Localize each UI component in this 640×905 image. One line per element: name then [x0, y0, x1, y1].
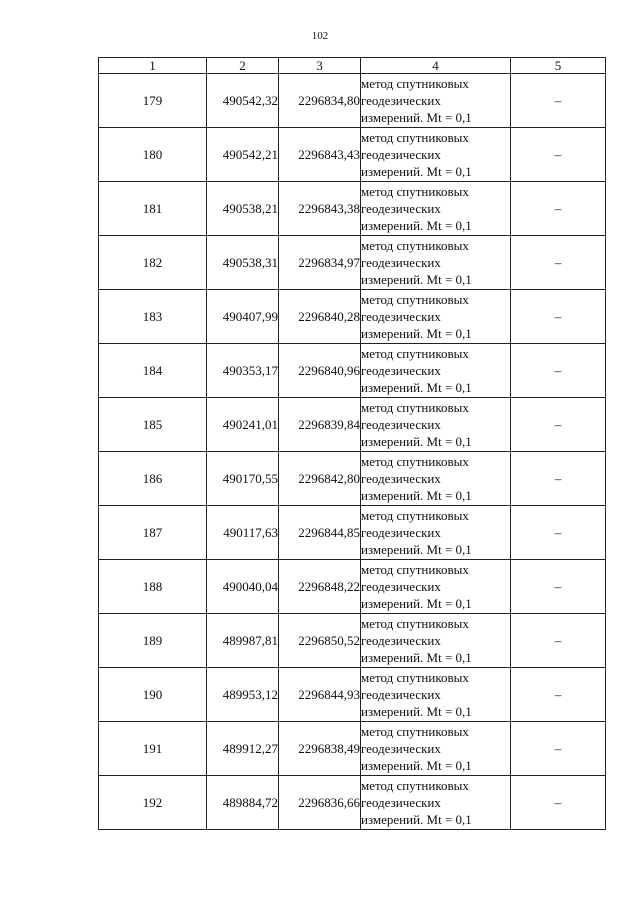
method-line-1: метод спутниковых — [361, 724, 469, 739]
method-line-2: геодезических — [361, 255, 441, 270]
method-description — [361, 290, 511, 344]
method-line-1: метод спутниковых — [361, 238, 469, 253]
coordinate-y: 2296840,96 — [279, 344, 361, 398]
method-line-2: геодезических — [361, 471, 441, 486]
method-description — [361, 236, 511, 290]
method-line-2: геодезических — [361, 525, 441, 540]
method-line-1: метод спутниковых — [361, 778, 469, 793]
table-row — [99, 182, 606, 236]
coordinate-x: 490542,32 — [207, 74, 279, 128]
coordinate-x: 490538,31 — [207, 236, 279, 290]
method-line-1: метод спутниковых — [361, 184, 469, 199]
method-line-2: геодезических — [361, 633, 441, 648]
note-value: – — [511, 182, 606, 236]
method-line-1: метод спутниковых — [361, 346, 469, 361]
table-row — [99, 74, 606, 128]
table-row — [99, 560, 606, 614]
method-line-1: метод спутниковых — [361, 508, 469, 523]
point-number: 182 — [99, 236, 207, 290]
table-row — [99, 776, 606, 830]
table-row — [99, 452, 606, 506]
point-number: 183 — [99, 290, 207, 344]
method-description — [361, 182, 511, 236]
page-number: 102 — [311, 30, 329, 42]
method-description — [361, 128, 511, 182]
point-number: 185 — [99, 398, 207, 452]
table-row — [99, 236, 606, 290]
coordinate-y: 2296838,49 — [279, 722, 361, 776]
coordinate-y: 2296842,80 — [279, 452, 361, 506]
note-value: – — [511, 560, 606, 614]
coordinate-y: 2296834,97 — [279, 236, 361, 290]
method-line-2: геодезических — [361, 147, 441, 162]
note-value: – — [511, 452, 606, 506]
coordinate-x: 490040,04 — [207, 560, 279, 614]
method-line-1: метод спутниковых — [361, 76, 469, 91]
coordinate-y: 2296843,43 — [279, 128, 361, 182]
note-value: – — [511, 74, 606, 128]
coordinate-x: 490538,21 — [207, 182, 279, 236]
method-line-3: измерений. Mt = 0,1 — [361, 488, 472, 503]
method-line-2: геодезических — [361, 795, 441, 810]
note-value: – — [511, 236, 606, 290]
table-row — [99, 614, 606, 668]
method-description — [361, 398, 511, 452]
method-line-3: измерений. Mt = 0,1 — [361, 596, 472, 611]
method-line-3: измерений. Mt = 0,1 — [361, 542, 472, 557]
coordinate-x: 490170,55 — [207, 452, 279, 506]
method-description — [361, 776, 511, 830]
method-description — [361, 668, 511, 722]
coordinate-x: 490407,99 — [207, 290, 279, 344]
coordinate-x: 490542,21 — [207, 128, 279, 182]
point-number: 179 — [99, 74, 207, 128]
note-value: – — [511, 776, 606, 830]
coordinate-x: 489912,27 — [207, 722, 279, 776]
coordinate-x: 489987,81 — [207, 614, 279, 668]
method-line-1: метод спутниковых — [361, 670, 469, 685]
method-line-2: геодезических — [361, 741, 441, 756]
method-line-1: метод спутниковых — [361, 616, 469, 631]
note-value: – — [511, 290, 606, 344]
method-line-2: геодезических — [361, 93, 441, 108]
method-description — [361, 506, 511, 560]
method-line-3: измерений. Mt = 0,1 — [361, 434, 472, 449]
table-row — [99, 722, 606, 776]
method-line-3: измерений. Mt = 0,1 — [361, 218, 472, 233]
point-number: 181 — [99, 182, 207, 236]
column-header-3: 3 — [279, 58, 361, 74]
coordinate-y: 2296840,28 — [279, 290, 361, 344]
column-header-1: 1 — [99, 58, 207, 74]
method-line-3: измерений. Mt = 0,1 — [361, 272, 472, 287]
coordinate-y: 2296844,93 — [279, 668, 361, 722]
method-line-3: измерений. Mt = 0,1 — [361, 704, 472, 719]
point-number: 191 — [99, 722, 207, 776]
method-line-3: измерений. Mt = 0,1 — [361, 758, 472, 773]
note-value: – — [511, 668, 606, 722]
method-line-1: метод спутниковых — [361, 454, 469, 469]
coordinate-x: 490353,17 — [207, 344, 279, 398]
method-line-2: геодезических — [361, 201, 441, 216]
point-number: 184 — [99, 344, 207, 398]
coordinate-x: 490117,63 — [207, 506, 279, 560]
point-number: 187 — [99, 506, 207, 560]
coordinate-x: 489953,12 — [207, 668, 279, 722]
coordinate-x: 489884,72 — [207, 776, 279, 830]
method-line-2: геодезических — [361, 579, 441, 594]
point-number: 180 — [99, 128, 207, 182]
coordinates-table — [98, 57, 606, 830]
table-row — [99, 668, 606, 722]
method-line-3: измерений. Mt = 0,1 — [361, 650, 472, 665]
coordinate-y: 2296836,66 — [279, 776, 361, 830]
table-row — [99, 398, 606, 452]
method-description — [361, 560, 511, 614]
note-value: – — [511, 614, 606, 668]
method-line-3: измерений. Mt = 0,1 — [361, 164, 472, 179]
coordinate-y: 2296834,80 — [279, 74, 361, 128]
method-line-1: метод спутниковых — [361, 562, 469, 577]
coordinate-y: 2296843,38 — [279, 182, 361, 236]
point-number: 190 — [99, 668, 207, 722]
coordinate-x: 490241,01 — [207, 398, 279, 452]
point-number: 188 — [99, 560, 207, 614]
method-line-3: измерений. Mt = 0,1 — [361, 380, 472, 395]
point-number: 192 — [99, 776, 207, 830]
method-line-2: геодезических — [361, 309, 441, 324]
coordinate-y: 2296844,85 — [279, 506, 361, 560]
note-value: – — [511, 506, 606, 560]
method-description — [361, 344, 511, 398]
method-line-1: метод спутниковых — [361, 130, 469, 145]
column-header-2: 2 — [207, 58, 279, 74]
point-number: 189 — [99, 614, 207, 668]
coordinate-y: 2296848,22 — [279, 560, 361, 614]
table-row — [99, 344, 606, 398]
method-description — [361, 74, 511, 128]
note-value: – — [511, 128, 606, 182]
method-line-2: геодезических — [361, 417, 441, 432]
method-line-2: геодезических — [361, 687, 441, 702]
method-line-1: метод спутниковых — [361, 292, 469, 307]
method-line-3: измерений. Mt = 0,1 — [361, 110, 472, 125]
method-line-1: метод спутниковых — [361, 400, 469, 415]
note-value: – — [511, 398, 606, 452]
method-line-3: измерений. Mt = 0,1 — [361, 326, 472, 341]
note-value: – — [511, 722, 606, 776]
method-line-2: геодезических — [361, 363, 441, 378]
method-description — [361, 614, 511, 668]
coordinate-y: 2296850,52 — [279, 614, 361, 668]
method-description — [361, 722, 511, 776]
point-number: 186 — [99, 452, 207, 506]
coordinate-y: 2296839,84 — [279, 398, 361, 452]
method-line-3: измерений. Mt = 0,1 — [361, 812, 472, 827]
table-row — [99, 290, 606, 344]
note-value: – — [511, 344, 606, 398]
column-header-4: 4 — [361, 58, 511, 74]
column-header-5: 5 — [511, 58, 606, 74]
method-description — [361, 452, 511, 506]
table-header-row — [99, 58, 606, 74]
table-row — [99, 506, 606, 560]
table-row — [99, 128, 606, 182]
